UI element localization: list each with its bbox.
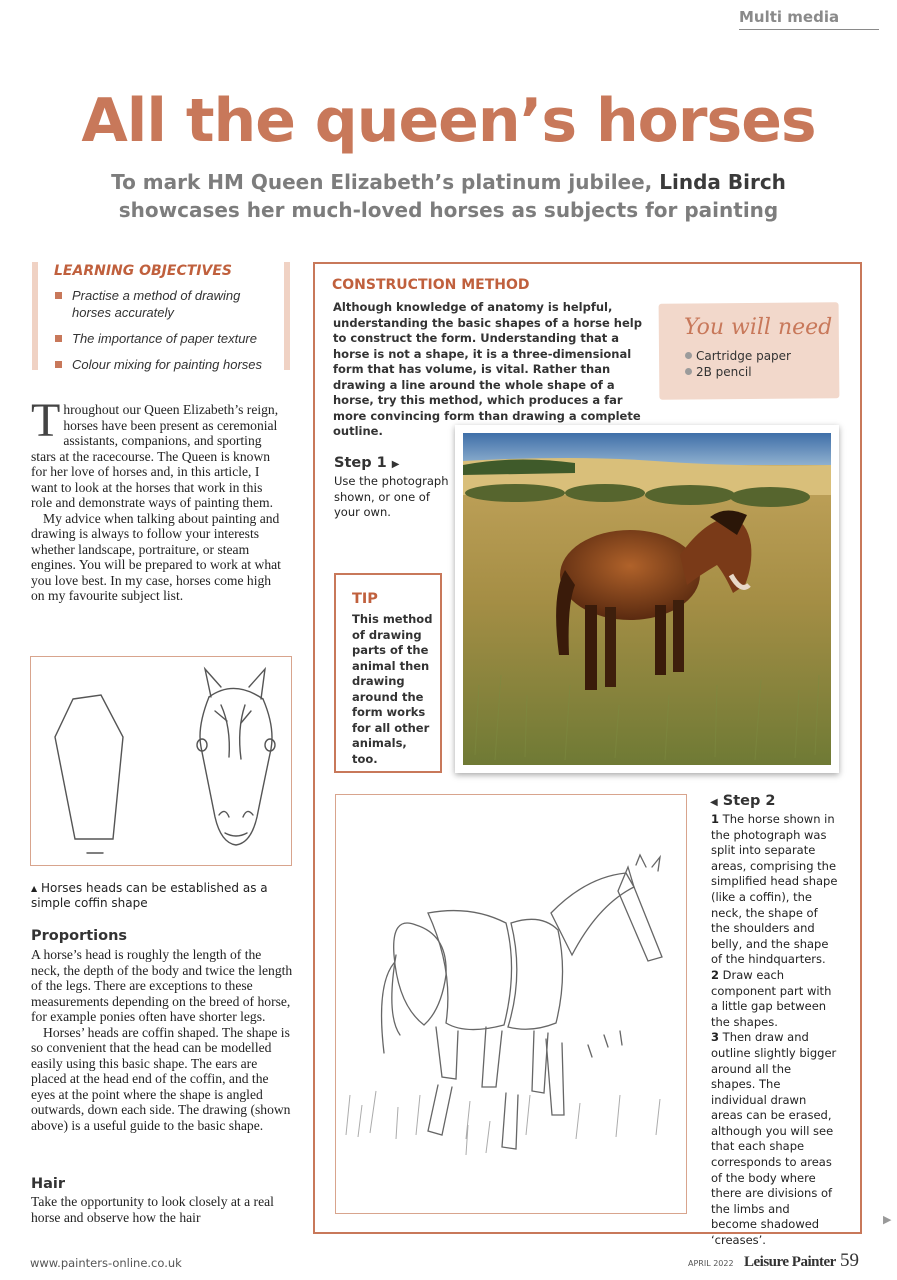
standfirst-tail: showcases her much-loved horses as subjects for painting [118,198,779,222]
intro-text [31,394,281,604]
construction-title: CONSTRUCTION METHOD [332,277,530,293]
step2-item-2: 2 Draw each component part with a little gap between the shapes. [711,967,832,1029]
step2-heading: ◀ Step 2 [710,793,776,809]
tip-text: This method of drawing parts of the animal then drawing around the form works for all other animals, too. [352,612,433,766]
list-item: The importance of paper texture [52,330,267,347]
step2-item-3: 3 Then draw and outline slightly bigger around all the shapes. The individual drawn areas can be erased, although you will see that each shape corresponds to areas of the body where there are divisions of the limbs and become shadowed ‘creases’. [711,1030,837,1248]
coffin-head-sketch [31,657,291,865]
page-number: 59 [840,1250,859,1271]
hair-heading: Hair [31,1176,66,1192]
bullet-square-icon [55,361,62,368]
list-item: Practise a method of drawing horses accurately [52,287,267,321]
drop-cap: T [31,394,61,447]
horse-photo-illustration [455,425,839,773]
proportions-heading: Proportions [31,928,128,944]
construction-text: Although knowledge of anatomy is helpful, understanding the basic shapes of a horse help to construct the form. Understanding that a horse is not a shape, it is a three-dimensional form that has volume, is vital. Rather than drawing a line around the whole shape of a horse, try this method, which produces a far more convincing form than drawing a complete outline. [333,300,642,438]
you-will-need-list [685,348,791,380]
standfirst [100,168,797,224]
footer-url[interactable]: www.painters-online.co.uk [30,1256,182,1270]
construction-drawing [335,794,687,1214]
bullet-square-icon [55,335,62,342]
bullet-dot-icon [685,352,692,359]
figure-caption: ▲ Horses heads can be established as a simple coffin shape [31,881,268,910]
caption-marker-icon: ▲ [31,884,38,893]
bullet-square-icon [55,292,62,299]
intro-paragraph-1: Throughout our Queen Elizabeth’s reign, horses have been present as ceremonial assistants, companions, and sporting stars at the racecourse. The Queen is known for her love of horses and, in this article, I want to look at the horses that work in this role and demonstrate ways of painting them. [31,394,279,510]
step2-arrow-icon: ◀ [710,797,718,808]
list-item: Colour mixing for painting horses [52,356,267,373]
list-item: 2B pencil [685,364,791,380]
proportions-paragraph-1: A horse’s head is roughly the length of the neck, the depth of the body and twice the length of the legs. There are exceptions to these measurements depending on the breed of horse, for example ponies often have shorter legs. [31,947,293,1024]
horse-photograph [455,425,839,773]
bullet-dot-icon [685,368,692,375]
step2-item-1: 1 The horse shown in the photograph was split into separate areas, comprising the simplified head shape (like a coffin), the neck, the shape of the shoulders and belly, and the shape of the hindquarters. [711,812,838,967]
section-tag: Multi media [739,8,879,30]
list-item: Cartridge paper [685,348,791,364]
coffin-head-drawing [30,656,292,866]
proportions-paragraph-2: Horses’ heads are coffin shaped. The shape is so convenient that the head can be modelled easily using this basic shape. The ears are placed at the head end of the coffin, and the eyes at the point where the shape is angled outwards, down each side. The drawing (shown above) is a useful guide to the basic shape. [31,1024,291,1133]
tip-heading: TIP [352,591,378,607]
step2-text [711,812,839,1249]
step1-arrow-icon: ▶ [391,459,400,470]
horse-construction-sketch [336,795,686,1213]
next-page-arrow-icon: ▶ [883,1214,892,1226]
hair-text: Take the opportunity to look closely at a real horse and observe how the hair [31,1194,274,1225]
learning-objectives-list [52,287,267,382]
article-title: All the queen’s horses [81,86,816,156]
standfirst-lead: To mark HM Queen Elizabeth’s platinum jubilee, [111,170,653,194]
learning-objectives-title: LEARNING OBJECTIVES [54,263,232,279]
you-will-need-title: You will need [684,315,833,340]
magazine-name: Leisure Painter [744,1254,836,1270]
author-name: Linda Birch [659,170,786,194]
step1-text: Use the photograph shown, or one of your own. [334,474,449,519]
proportions-text [31,947,293,1133]
footer-date: APRIL 2022 [688,1259,734,1268]
step1-heading: Step 1 ▶ [334,455,400,471]
intro-paragraph-2: My advice when talking about painting and drawing is always to follow your interests whether landscape, portraiture, or steam engines. You will be prepared to work at what you love best. In my case, horses come high on my favourite subject list. [31,510,281,603]
